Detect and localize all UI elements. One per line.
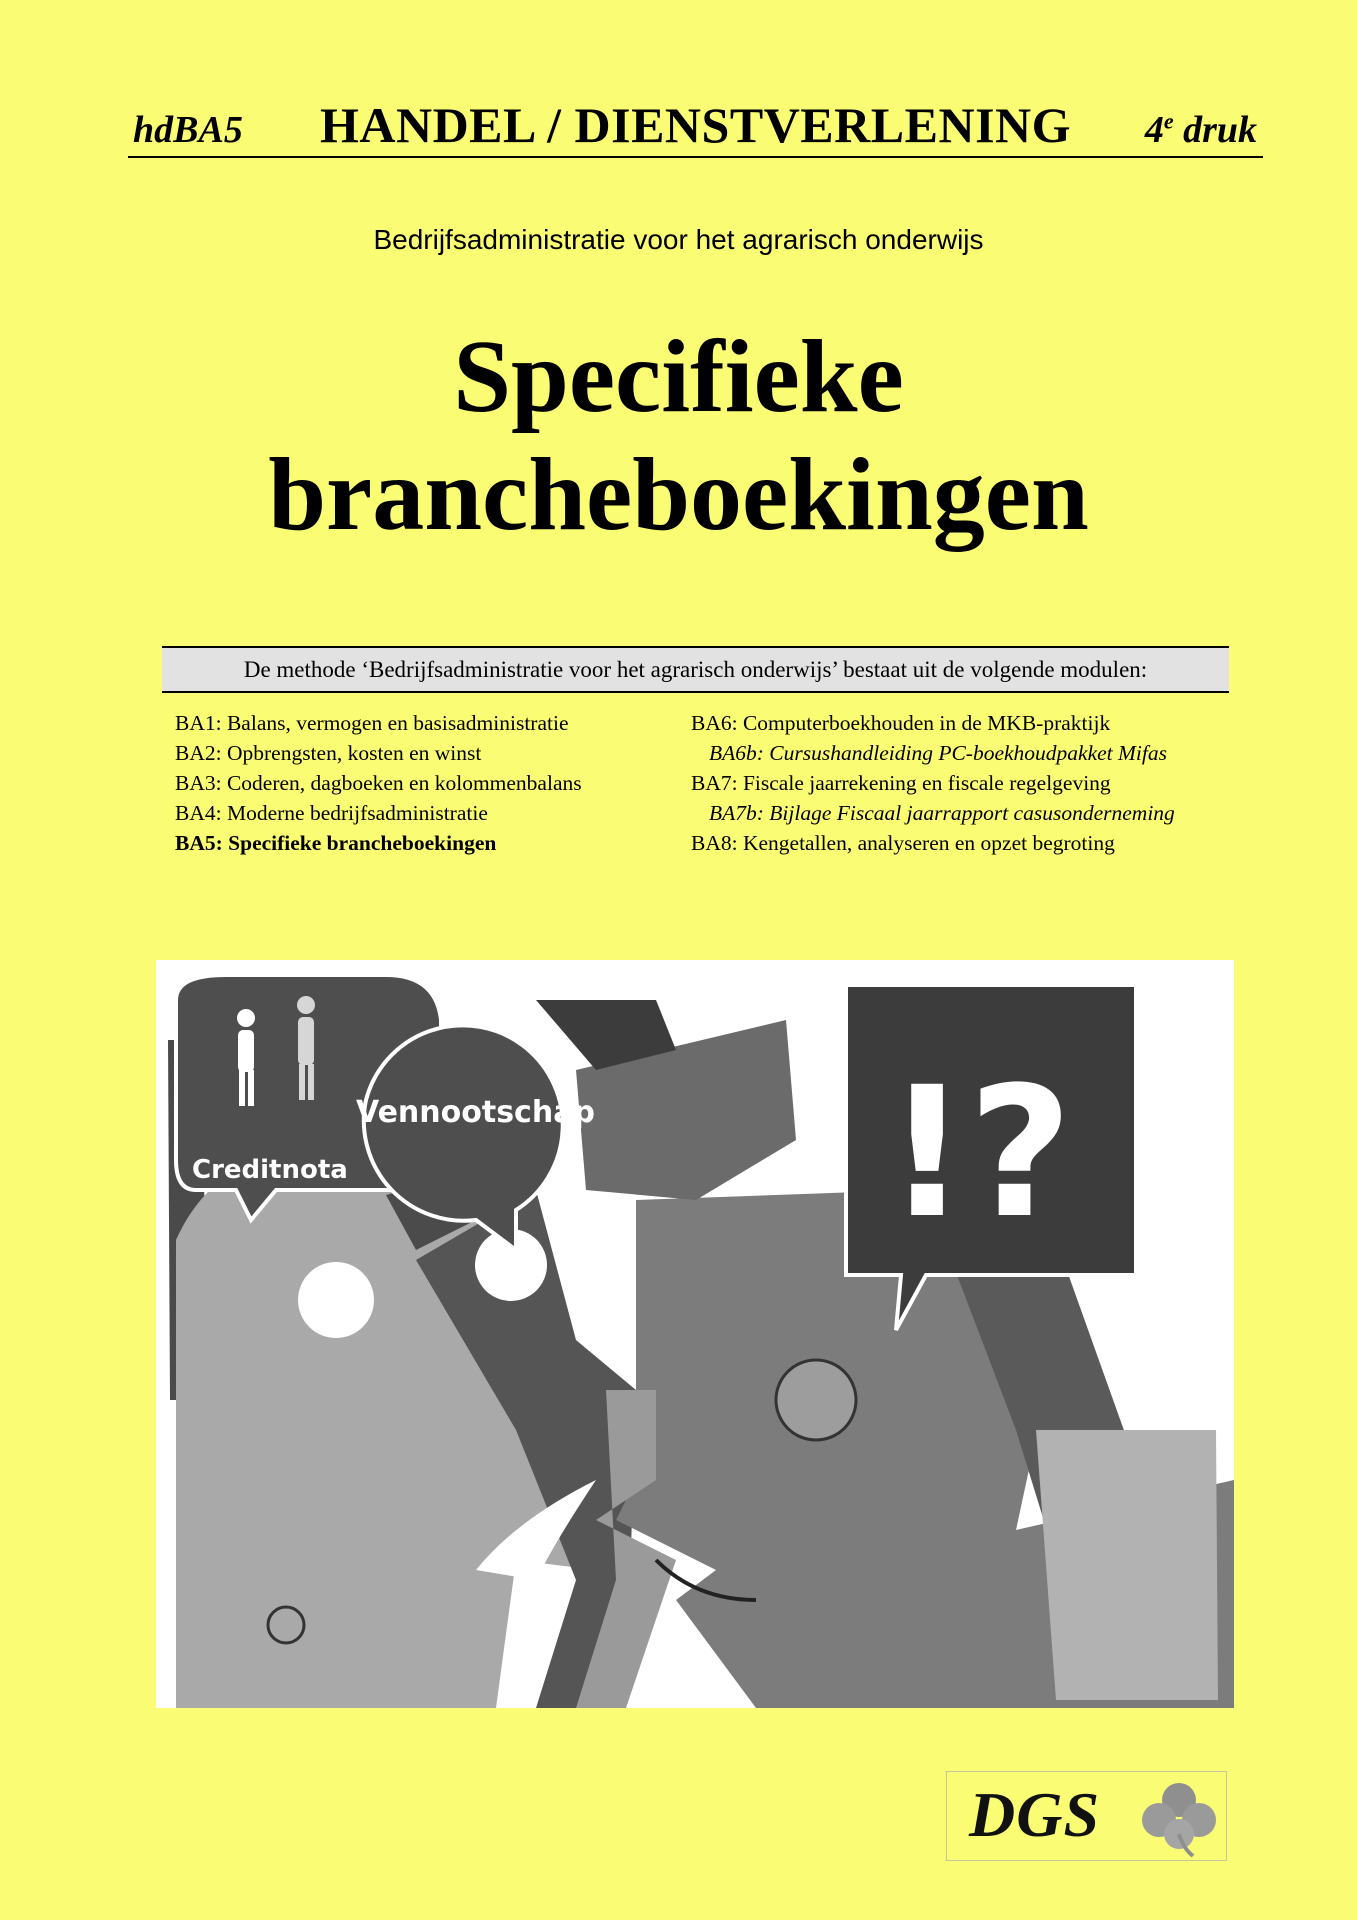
edition: 4e druk	[1144, 108, 1257, 151]
right-panel-shape	[1036, 1430, 1218, 1700]
module-item: BA4: Moderne bedrijfsadministratie	[175, 801, 488, 825]
clover-icon	[1135, 1778, 1223, 1858]
page-title	[0, 318, 1357, 554]
module-item-current: BA5: Specifieke brancheboekingen	[175, 831, 497, 855]
bubble-label-vennootschap: Vennootschap	[356, 1095, 595, 1130]
modules-list-right	[691, 708, 1175, 858]
module-item: BA7b: Bijlage Fiscaal jaarrapport casusonderneming	[709, 801, 1175, 825]
modules-heading: De methode ‘Bedrijfsadministratie voor het agrarisch onderwijs’ bestaat uit de volgende modulen:	[162, 646, 1229, 693]
title-line-2: brancheboekingen	[268, 437, 1089, 552]
module-item: BA3: Coderen, dagboeken en kolommenbalans	[175, 771, 582, 795]
module-item: BA6b: Cursushandleiding PC-boekhoudpakket Mifas	[709, 741, 1167, 765]
left-eye	[298, 1262, 374, 1338]
illustration-svg	[156, 960, 1234, 1708]
right-eye	[776, 1360, 856, 1440]
module-item: BA2: Opbrengsten, kosten en winst	[175, 741, 482, 765]
series-title: HANDEL / DIENSTVERLENING	[319, 97, 1072, 153]
bubble-label-exclamation: !?	[886, 1049, 1073, 1258]
module-item: BA8: Kengetallen, analyseren en opzet begroting	[691, 831, 1115, 855]
header-bar	[128, 96, 1263, 158]
publisher-name: DGS	[969, 1779, 1101, 1850]
publisher-logo	[946, 1771, 1227, 1861]
module-item: BA1: Balans, vermogen en basisadministratie	[175, 711, 569, 735]
title-line-1: Specifieke	[453, 319, 904, 434]
module-item: BA6: Computerboekhouden in de MKB-praktijk	[691, 711, 1111, 735]
bubble-label-creditnota: Creditnota	[192, 1155, 348, 1185]
method-subtitle: Bedrijfsadministratie voor het agrarisch onderwijs	[373, 224, 984, 255]
modules-list-left	[175, 708, 582, 858]
series-code: hdBA5	[133, 109, 243, 151]
cover-illustration	[156, 960, 1234, 1708]
module-item: BA7: Fiscale jaarrekening en fiscale regelgeving	[691, 771, 1111, 795]
